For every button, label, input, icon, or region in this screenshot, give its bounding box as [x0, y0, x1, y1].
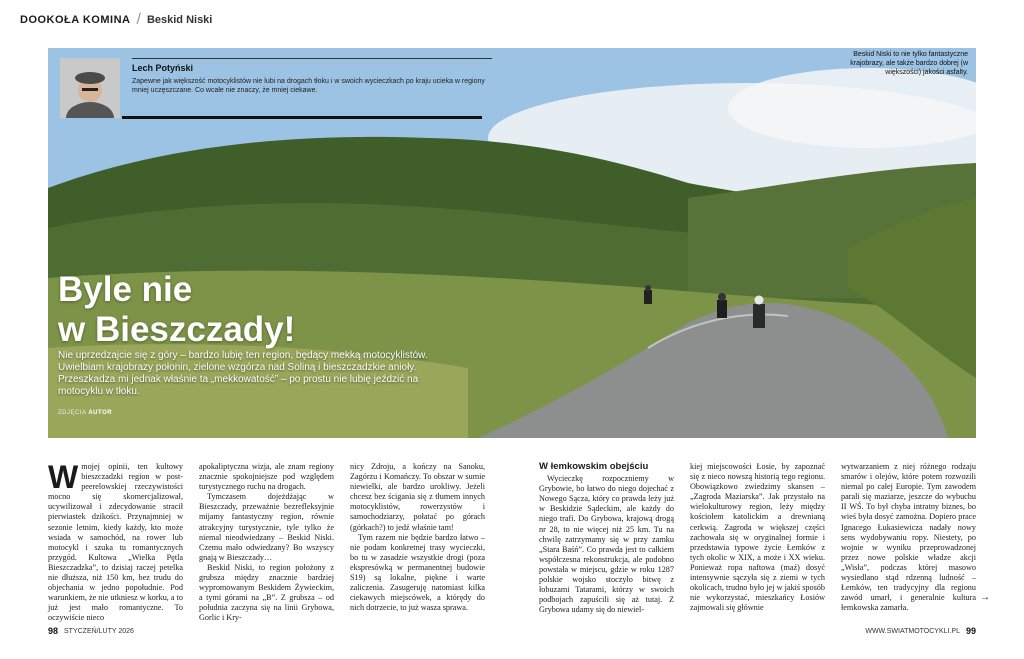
footer-right	[865, 626, 976, 636]
website-url: WWW.SWIATMOTOCYKLI.PL	[865, 627, 960, 635]
left-page-number: 98	[48, 626, 59, 636]
header-divider: /	[136, 11, 141, 28]
author-box	[60, 58, 492, 118]
author-avatar	[60, 58, 120, 118]
photo-credit-value: AUTOR	[88, 410, 113, 416]
article-headline	[58, 270, 295, 350]
continue-arrow-icon: →	[980, 592, 990, 603]
subsection-name: Beskid Niski	[146, 14, 213, 26]
photo-credit-label: ZDJĘCIA	[58, 410, 87, 416]
issue-label: STYCZEŃ/LUTY 2026	[64, 627, 134, 635]
section-name: DOOKOŁA KOMINA	[20, 14, 131, 26]
column-6-text: wytwarzaniem z niej różnego rodzaju smarów i olejów, które potem rozwozili niemal po całej Europie. Tym zawodem parali się maziarze, jeszcze do wybuchu II WŚ. To był chyba intratny biznes, bo wieś była dosyć zamożna. Dopiero prace Ignacego Łukasiewicza nadały nowy sens wydobywaniu ropy. Niestety, po wojnie w wyniku przeprowadzonej przez nowe polskie władze akcji „Wisła”, podczas której masowo wysiedlano stąd rdzenną ludność – Łemków, ten tradycyjny dla regionu zawód umarł, i generalnie kultura łemkowska zamarła.	[841, 462, 976, 613]
author-name: Lech Potyński	[132, 58, 492, 73]
column-4-text: Wycieczkę rozpoczniemy w Grybowie, bo łatwo do niego dojechać z Nowego Sącza, który co prawda leży już w Beskidzie Sądeckim, ale każdy do niego trafi. Do Grybowa, krajową drogą nr 28, to nie więcej niż 25 km. Tu na chwilę zatrzymamy się w przy zamku „Stara Baśń”. Co prawda jest to całkiem współczesna rekonstrukcja, ale podobno powstała w miejscu, gdzie w roku 1287 polskie wojsko stoczyło bitwę z łobuzami Tatarami, którzy w swoich podbojach zapuścili się aż tutaj. Z Grybowa udamy się do niewiel-	[539, 474, 674, 615]
motorcyclist-1	[644, 285, 652, 304]
author-divider	[122, 116, 482, 119]
column-1	[48, 459, 183, 624]
hero-photo	[48, 48, 976, 438]
column-4	[539, 462, 674, 615]
column-1-text: mojej opinii, ten kultowy bieszczadzki region w post-peerelowskiej rzeczywistości mocno się skomercjalizował, ucywilizował i zdecydowanie stracił pierwiastek dzikości. Przynajmniej w sezonie letnim, kiedy każdy, kto może wsiada w samochód, na rower lub motocykl i szuka tu romantycznych przygód. Kultowa „Wielka Pętla Bieszczadzka”, to dzisiaj raczej petelka nie dłuższa, niż 150 km, bez trudu do objechania w jedno popołudnie. Pod warunkiem, że nie utkniesz w korku, a to już jest mało romantyczne. To oczywiście nieco	[48, 462, 183, 623]
column-5	[690, 462, 825, 613]
column-2-paragraph-3: Beskid Niski, to region położony z grubsza między znacznie bardziej wypromowanym Beskidem Żywieckim, a tymi górami na „B”. Z grubsza – od południa zaczyna się na linii Grybowa, Gorlic i Kry-	[199, 562, 334, 623]
column-5-text: kiej miejscowości Łosie, by zapoznać się z nieco nowszą historią tego regionu. Obowiązkowo zwiedzimy skansen – „Zagroda Maziarska”. Jak przystało na wielokulturowy region, leży między kościołem katolickim a drewnianą cerkwią. Zagroda w większej części zachowała się w oryginalnej formie i przedstawia typowe życie Łemków z tych okolic w XIX, a może i XX wieku. Ponieważ ropa naftowa (maź) dosyć intensywnie sączyła się z ziemi w tych okolicach, trudno było jej w jakiś sposób nie wykorzystać, mieszkańcy Łosiów zajmowali się głównie	[690, 462, 825, 613]
column-2-paragraph-2: Tymczasem dojeżdżając w Bieszczady, przeważnie bezrefleksyjnie mijamy fantastyczny region, równie atrakcyjny turystycznie, tyle tylko że niemal nieodwiedzany – Beskid Niski. Czemu mało odwiedzany? Bo wszyscy gnają w Bieszczady…	[199, 492, 334, 562]
author-bio: Zapewne jak większość motocyklistów nie lubi na drogach tłoku i w swoich wycieczkach po kraju ucieka w regiony mniej uczęszczane. Co wcale nie znaczy, że mniej ciekawe.	[132, 78, 485, 94]
column-3-paragraph-1: nicy Zdroju, a kończy na Sanoku, Zagórzu i Komańczy. To obszar w sumie niewielki, ale bardzo urokliwy. Jeżeli chcesz bez ścigania się z tłumem innych motocyklistów, rowerzystów i samochodziarzy, połatać po górach (górkach?) to jedź właśnie tam!	[350, 462, 485, 532]
column-3-paragraph-2: Tym razem nie będzie bardzo łatwo – nie podam konkretnej trasy wycieczki, bo tu w zasadzie wszystkie drogi (poza ekspresówką w permanentnej budowie S19) są lokalne, piękne i warte zaliczenia. Zasugeruję natomiast kilka ciekawych miejscówek, a którędy do nich dotrzecie, to już wasza sprawa.	[350, 532, 485, 613]
motorcyclist-2	[717, 293, 727, 318]
motorcyclist-3	[753, 296, 765, 329]
section-subhead: W łemkowskim obejściu	[539, 461, 649, 472]
photo-caption: Beskid Niski to nie tylko fantastyczne krajobrazy, ale także bardzo dobrej (w większości) jakości asfalty.	[850, 51, 968, 76]
author-portrait-icon	[60, 58, 120, 118]
article-lead: Nie uprzedzajcie się z góry – bardzo lubię ten region, będący mekką motocyklistów. Uwielbiam krajobrazy połonin, zielone wzgórza nad Soliną i bieszczadzkie anioły. Przeszkadza mi jednak właśnie ta „mekkowatość” – po prostu nie lubię jeździć na motocyklu w tłoku.	[58, 350, 428, 397]
section-header	[20, 11, 213, 28]
photo-credit	[58, 410, 112, 416]
drop-cap: W	[48, 459, 79, 495]
column-2-paragraph-1: apokaliptyczna wizja, ale znam regiony znacznie spokojniejsze pod względem turystycznego ruchu na drogach.	[199, 462, 334, 492]
footer-left	[48, 626, 134, 636]
headline-line-1: Byle nie	[58, 270, 193, 309]
column-2	[199, 462, 334, 624]
column-3	[350, 462, 485, 613]
right-page-number: 99	[965, 626, 976, 636]
column-6	[841, 462, 976, 613]
headline-line-2: w Bieszczady!	[58, 310, 296, 349]
